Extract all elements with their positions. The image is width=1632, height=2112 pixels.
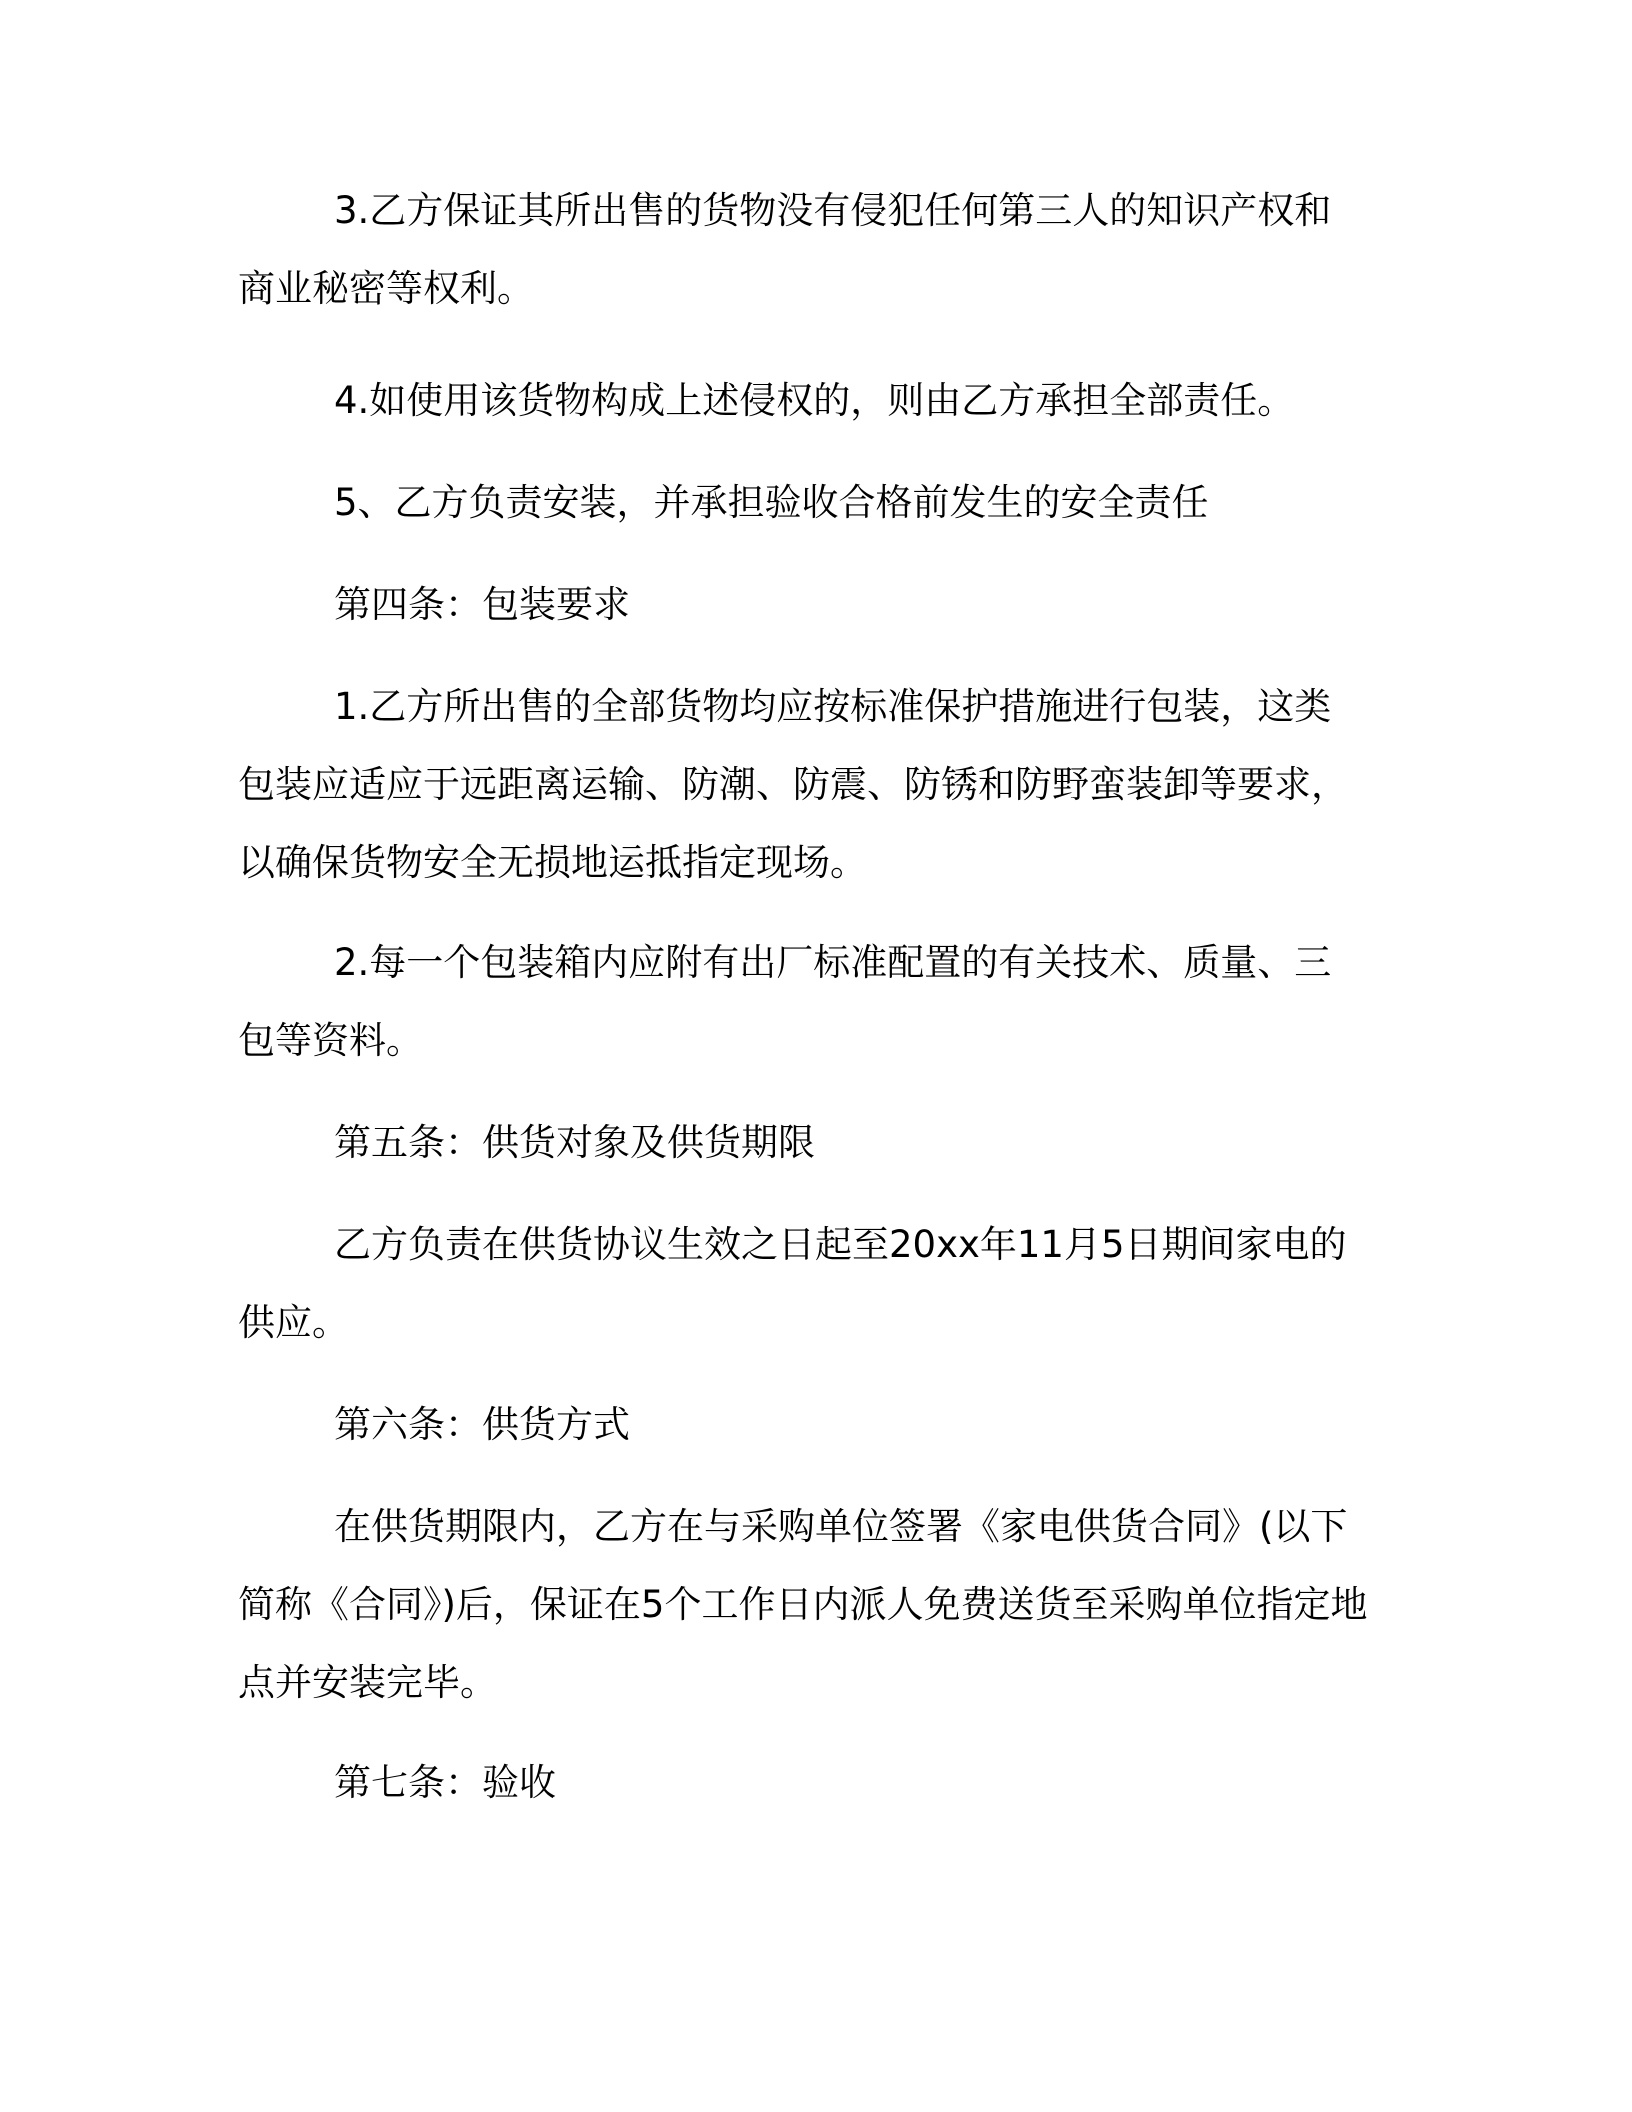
packaging-item-2-paragraph: 2.每一个包装箱内应附有出厂标准配置的有关技术、质量、三包等资料。 [238,941,1332,1062]
article-6-heading: 第六条：供货方式 [334,1403,630,1446]
clause-3-paragraph: 3.乙方保证其所出售的货物没有侵犯任何第三人的知识产权和商业秘密等权利。 [238,189,1332,310]
packaging-item-1-paragraph: 1.乙方所出售的全部货物均应按标准保护措施进行包装，这类包装应适应于远距离运输、防潮、防震、防锈和防野蛮装卸等要求，以确保货物安全无损地运抵指定现场。 [238,685,1348,884]
clause-4-paragraph: 4.如使用该货物构成上述侵权的，则由乙方承担全部责任。 [334,379,1295,422]
article-7-heading: 第七条：验收 [334,1761,556,1804]
clause-5-paragraph: 5、乙方负责安装，并承担验收合格前发生的安全责任 [334,481,1209,524]
supply-period-paragraph: 乙方负责在供货协议生效之日起至20xx年11月5日期间家电的供应。 [238,1223,1347,1344]
article-4-heading: 第四条：包装要求 [334,583,630,626]
supply-method-paragraph: 在供货期限内，乙方在与采购单位签署《家电供货合同》(以下简称《合同》)后，保证在5个工作日内派人免费送货至采购单位指定地点并安装完毕。 [238,1505,1368,1704]
article-5-heading: 第五条：供货对象及供货期限 [334,1121,815,1164]
